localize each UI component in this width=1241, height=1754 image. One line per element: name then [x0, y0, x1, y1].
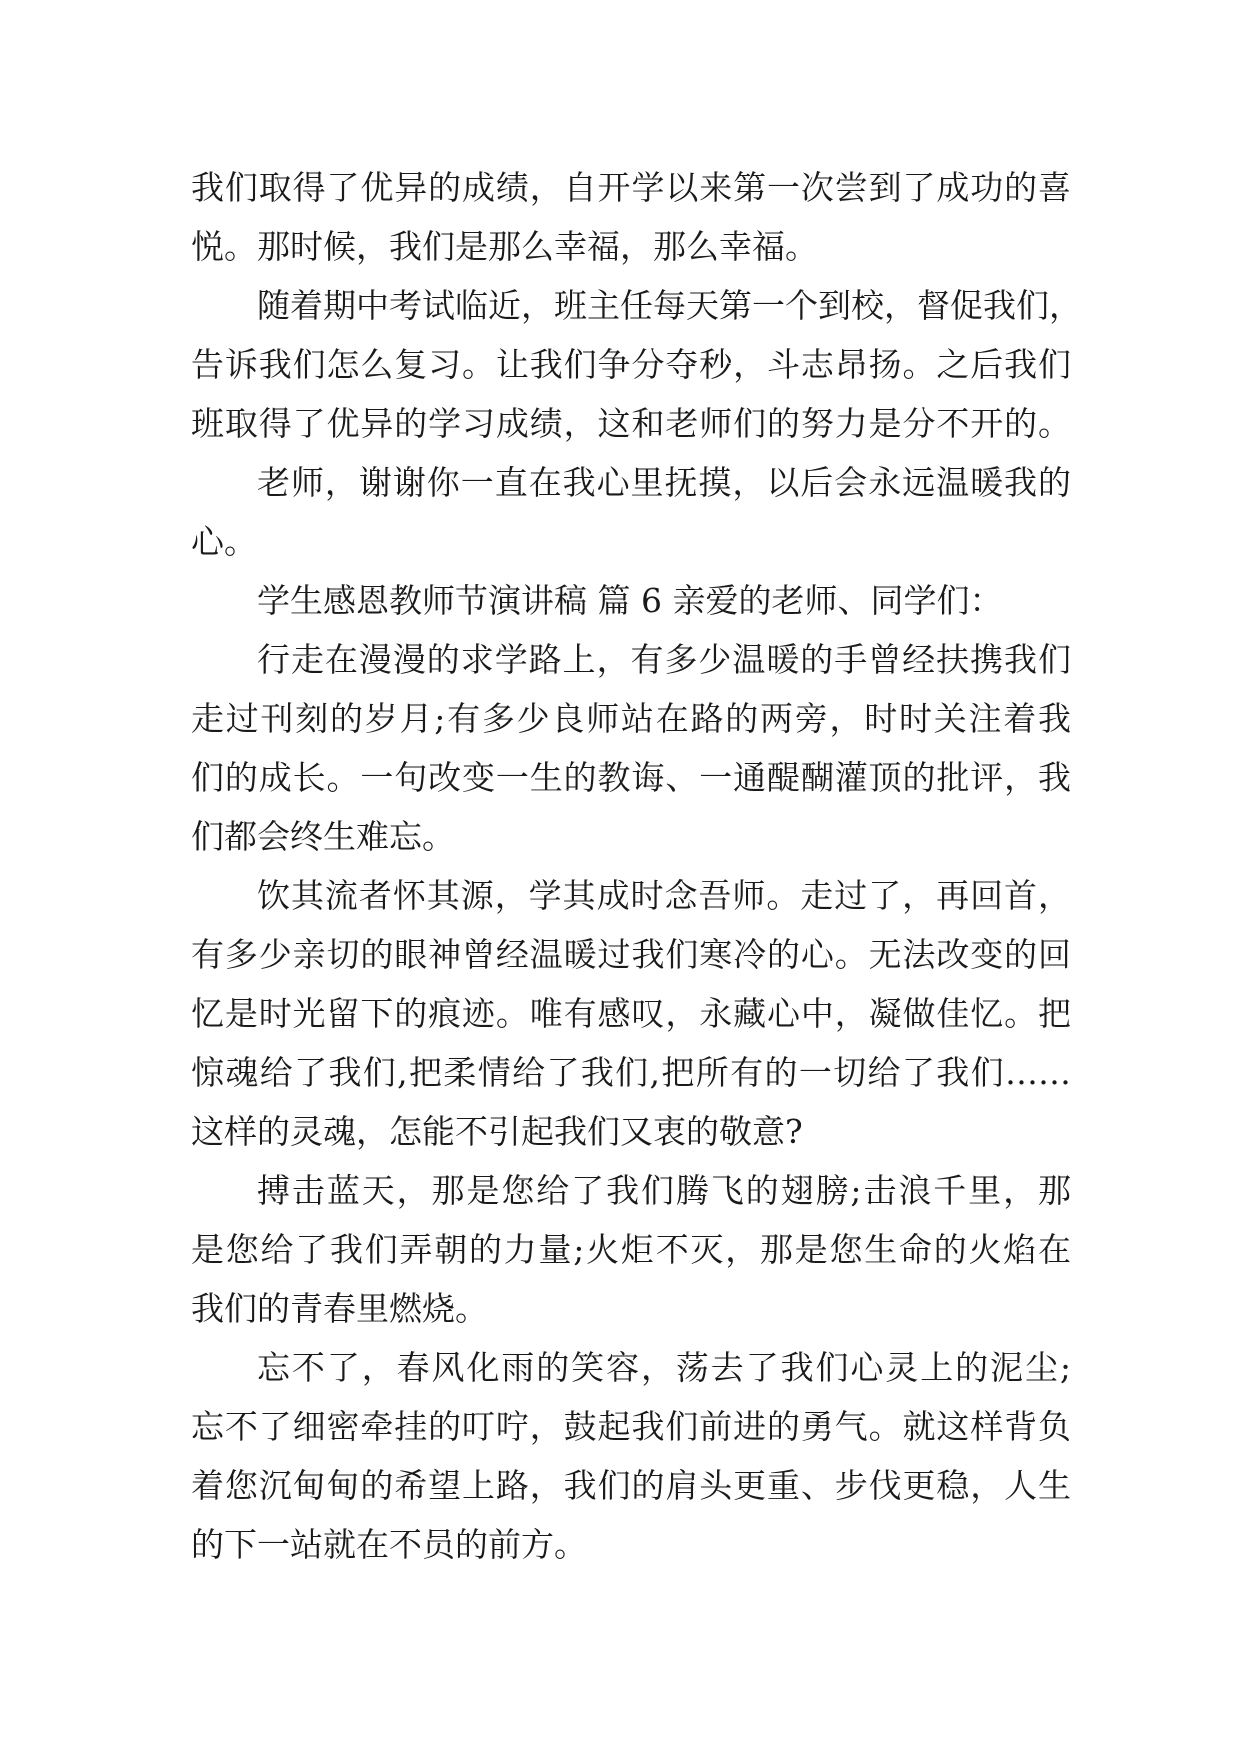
- text-line: 这样的灵魂，怎能不引起我们又衷的敬意?: [191, 1112, 803, 1151]
- text-line: 悦。那时候，我们是那么幸福，那么幸福。: [191, 227, 818, 266]
- text-line: 忘不了，春风化雨的笑容，荡去了我们心灵上的泥尘;: [257, 1348, 1071, 1387]
- text-line: 忆是时光留下的痕迹。唯有感叹，永藏心中，凝做佳忆。把: [191, 994, 1071, 1033]
- text-line: 有多少亲切的眼神曾经温暖过我们寒冷的心。无法改变的回: [191, 935, 1071, 974]
- text-line: 心。: [191, 522, 257, 561]
- text-line: 们都会终生难忘。: [191, 817, 455, 856]
- text-line: 告诉我们怎么复习。让我们争分夺秒，斗志昂扬。之后我们: [191, 345, 1071, 384]
- text-line: 的下一站就在不员的前方。: [191, 1525, 587, 1564]
- text-line: 忘不了细密牵挂的叮咛，鼓起我们前进的勇气。就这样背负: [191, 1407, 1071, 1446]
- document-body: [191, 158, 1082, 1574]
- text-line: 搏击蓝天，那是您给了我们腾飞的翅膀;击浪千里，那: [257, 1171, 1071, 1210]
- text-line: 是您给了我们弄朝的力量;火炬不灭，那是您生命的火焰在: [191, 1230, 1071, 1269]
- text-line: 们的成长。一句改变一生的教诲、一通醍醐灌顶的批评，我: [191, 758, 1071, 797]
- text-line: 着您沉甸甸的希望上路，我们的肩头更重、步伐更稳，人生: [191, 1466, 1071, 1505]
- text-line: 惊魂给了我们,把柔情给了我们,把所有的一切给了我们……: [191, 1053, 1071, 1092]
- text-line: 学生感恩教师节演讲稿 篇 6 亲爱的老师、同学们：: [257, 581, 1003, 620]
- text-line: 我们取得了优异的成绩，自开学以来第一次尝到了成功的喜: [191, 168, 1071, 207]
- text-line: 班取得了优异的学习成绩，这和老师们的努力是分不开的。: [191, 404, 1071, 443]
- text-line: 随着期中考试临近，班主任每天第一个到校，督促我们，: [257, 286, 1082, 325]
- text-line: 走过刊刻的岁月;有多少良师站在路的两旁，时时关注着我: [191, 699, 1071, 738]
- text-line: 我们的青春里燃烧。: [191, 1289, 488, 1328]
- text-line: 老师，谢谢你一直在我心里抚摸，以后会永远温暖我的: [257, 463, 1071, 502]
- text-line: 行走在漫漫的求学路上，有多少温暖的手曾经扶携我们: [257, 640, 1071, 679]
- text-line: 饮其流者怀其源，学其成时念吾师。走过了，再回首，: [257, 876, 1071, 915]
